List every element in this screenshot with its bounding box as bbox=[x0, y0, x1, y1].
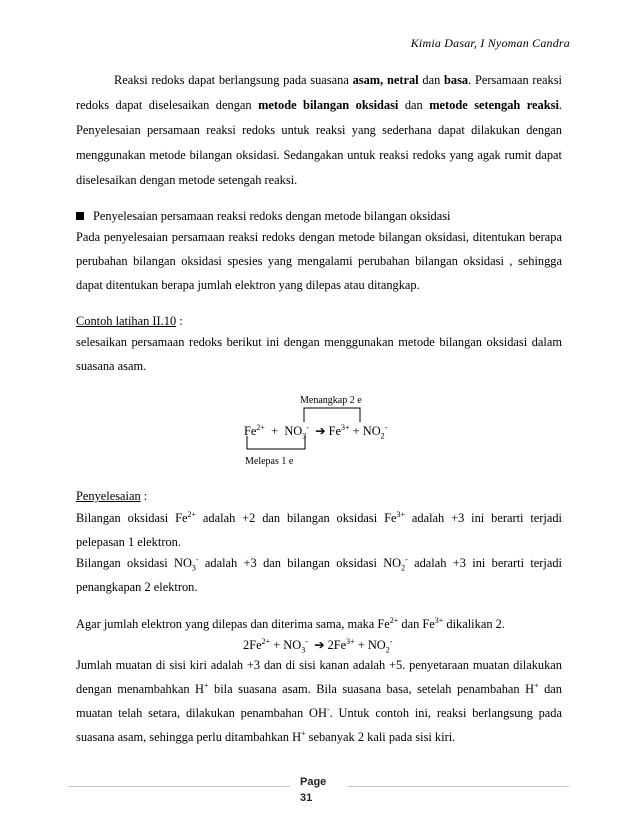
intro-line-3: Penyelesaian persamaan reaksi redoks untuk reaksi yang sederhana dapat dilakukan dengan bbox=[76, 123, 562, 137]
gain-electron-label: Menangkap 2 e bbox=[300, 395, 362, 406]
solution-p4-line-3: muatan telah setara, dilakukan penambahan OH-. Untuk contoh ini, reaksi berlangsung pada bbox=[76, 704, 562, 720]
intro-line-5: diselesaikan dengan metode setengah reaksi. bbox=[76, 173, 298, 187]
example-line-1: selesaikan persamaan redoks berikut ini dengan menggunakan metode bilangan oksidasi dalam bbox=[76, 335, 562, 349]
redox-equation: $Fe^{2+} + NO_3^-$ ➔ $Fe^{3+} + NO_2^-$ bbox=[244, 422, 388, 441]
solution-p2-line-1: Bilangan oksidasi $NO_3^-$ adalah +3 dan bilangan oksidasi $NO_2^-$ adalah +3 ini berarti terjadi bbox=[76, 554, 562, 573]
section-line-1: Pada penyelesaian persamaan reaksi redoks dengan metode bilangan oksidasi, ditentukan berapa bbox=[76, 230, 562, 244]
arrow-icon: ➔ bbox=[315, 424, 326, 438]
intro-line-1: Reaksi redoks dapat berlangsung pada suasana asam, netral dan basa. Persamaan reaksi bbox=[114, 73, 562, 87]
section-line-3: dapat ditentukan berapa jumlah elektron yang dilepas atau ditangkap. bbox=[76, 278, 420, 292]
intro-line-2: redoks dapat diselesaikan dengan metode bilangan oksidasi dan metode setengah reaksi. bbox=[76, 98, 563, 112]
solution-p3: Agar jumlah elektron yang dilepas dan diterima sama, maka $Fe^{2+}$ dan $Fe^{3+}$ dikalikan 2. bbox=[76, 615, 505, 631]
solution-p1-line-1: Bilangan oksidasi $Fe^{2+}$ adalah +2 dan bilangan oksidasi $Fe^{3+}$ adalah +3 ini berarti terjadi bbox=[76, 509, 563, 525]
section-heading: Penyelesaian persamaan reaksi redoks dengan metode bilangan oksidasi bbox=[76, 209, 562, 224]
solution-p4-line-2: dengan menambahkan H+ bila suasana asam. Bila suasana basa, setelah penambahan H+ dan bbox=[76, 680, 562, 696]
solution-p1-line-2: pelepasan 1 elektron. bbox=[76, 535, 181, 549]
footer-rule-left bbox=[68, 786, 290, 787]
solution-p2-line-2: penangkapan 2 elektron. bbox=[76, 580, 198, 594]
example-title: Contoh latihan II.10 : bbox=[76, 314, 183, 328]
solution-p4-line-4: suasana asam, sehingga perlu ditambahkan H+ sebanyak 2 kali pada sisi kiri. bbox=[76, 728, 456, 744]
running-header: Kimia Dasar, I Nyoman Candra bbox=[410, 36, 570, 50]
page-number: 31 bbox=[300, 792, 313, 804]
footer-rule-right bbox=[347, 786, 569, 787]
square-bullet-icon bbox=[76, 212, 84, 220]
section-line-2: perubahan bilangan oksidasi spesies yang mengalami perubahan bilangan oksidasi , sehingga bbox=[76, 254, 562, 268]
balanced-equation: $2Fe^{2+} + NO_3^-$ ➔ $2Fe^{3+} + NO_2^-$ bbox=[243, 636, 393, 655]
gain-bracket bbox=[304, 408, 360, 422]
page-label: Page bbox=[300, 776, 327, 788]
solution-p4-line-1: Jumlah muatan di sisi kiri adalah +3 dan di sisi kanan adalah +5. penyetaraan muatan dilakukan bbox=[76, 658, 562, 672]
example-line-2: suasana asam. bbox=[76, 359, 147, 373]
solution-title: Penyelesaian : bbox=[76, 489, 148, 503]
arrow-icon: ➔ bbox=[314, 638, 325, 652]
lose-electron-label: Melepas 1 e bbox=[245, 456, 294, 467]
intro-line-4: menggunakan metode bilangan oksidasi. Sedangakan untuk reaksi redoks yang agak rumit dapat bbox=[76, 148, 562, 162]
